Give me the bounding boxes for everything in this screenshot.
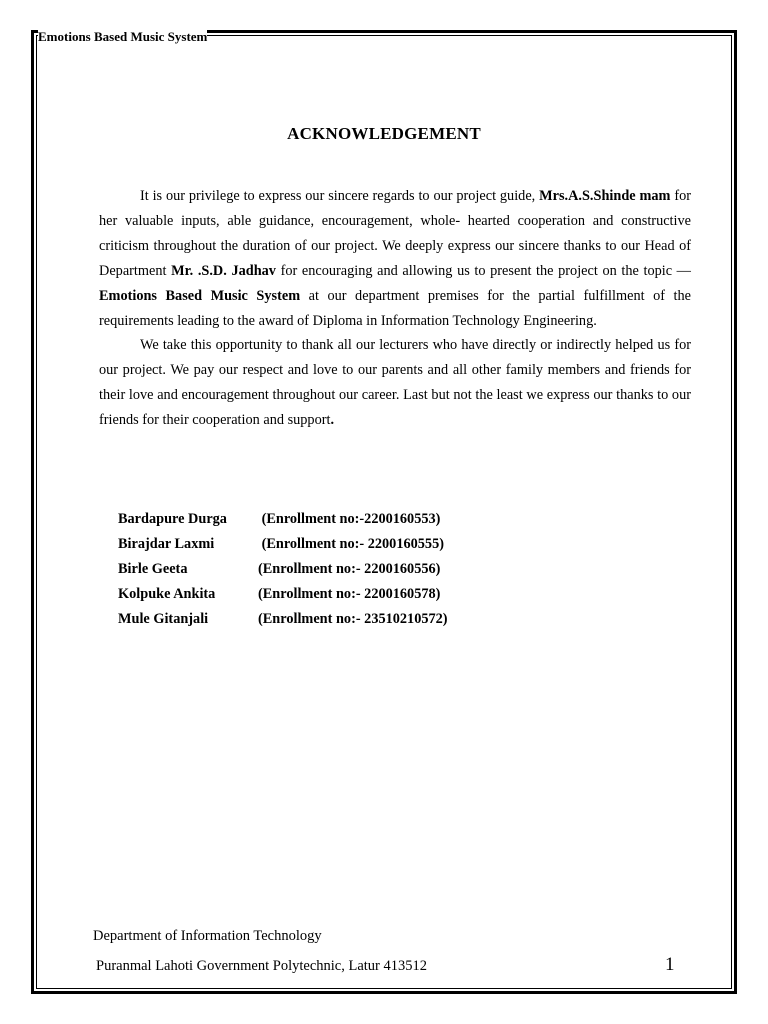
running-header: Emotions Based Music System (38, 29, 208, 44)
member-row (118, 532, 448, 557)
member-row (118, 507, 448, 532)
member-name: Kolpuke Ankita (118, 586, 216, 602)
member-row (118, 557, 448, 582)
member-enrollment: (Enrollment no:- 2200160578) (258, 586, 441, 602)
paragraph-2-text: We take this opportunity to thank all our lecturers who have directly or indirectly helped us for our project. We pay our respect and love to our parents and all other family members and friends for their love and encouragement throughout our career. Last but not the least we express our thanks to our friends for their cooperation and support (99, 337, 691, 429)
paragraph-1-part-2: for her valuable inputs, able guidance, encouragement, whole- hearted cooperation and constructive criticism throughout the duration of our project. We deeply express our sincere thanks to our Head of Department (99, 188, 691, 279)
member-row (118, 607, 448, 632)
page-number: 1 (665, 954, 675, 975)
member-name: Birle Geeta (118, 561, 188, 577)
member-name: Bardapure Durga (118, 511, 227, 527)
paragraph-1-part-3: for encouraging and allowing us to present the project on the topic — (275, 262, 691, 279)
member-enrollment: (Enrollment no:- 2200160555) (258, 536, 444, 552)
team-members-list (118, 507, 448, 632)
member-name: Mule Gitanjali (118, 611, 209, 627)
paragraph-2 (99, 333, 691, 433)
paragraph-1-part-4: at our department premises for the partial fulfillment of the requirements leading to the award of Diploma in Information Technology Engineering. (99, 287, 692, 329)
paragraph-1 (99, 184, 691, 333)
project-topic: Emotions Based Music System (99, 287, 301, 304)
member-name: Birajdar Laxmi (118, 536, 215, 552)
member-row (118, 582, 448, 607)
acknowledgement-body (99, 184, 691, 433)
paragraph-1-part-1: It is our privilege to express our sincere regards to our project guide, (140, 188, 540, 204)
paragraph-2-end: . (330, 412, 335, 429)
hod-name: Mr. .S.D. Jadhav (171, 262, 276, 279)
member-enrollment: (Enrollment no:-2200160553) (258, 511, 441, 527)
member-enrollment: (Enrollment no:- 2200160556) (258, 561, 441, 577)
footer-department: Department of Information Technology (93, 928, 322, 944)
project-guide-name: Mrs.A.S.Shinde mam (539, 188, 671, 204)
page-title: ACKNOWLEDGEMENT (287, 124, 481, 143)
member-enrollment: (Enrollment no:- 23510210572) (258, 611, 448, 627)
footer-institution: Puranmal Lahoti Government Polytechnic, Latur 413512 (96, 958, 428, 974)
